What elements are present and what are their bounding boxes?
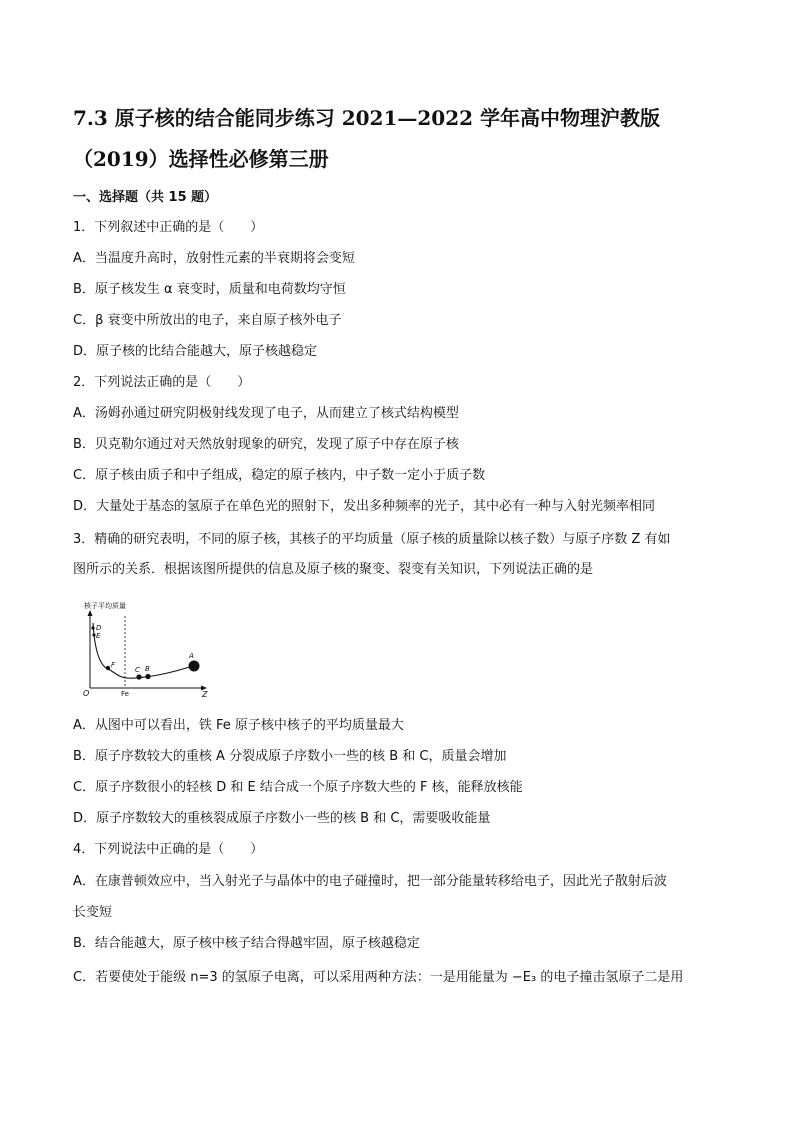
q1-option-b: B．原子核发生 α 衰变时，质量和电荷数均守恒 <box>73 282 346 297</box>
figure-label-d: D <box>96 624 102 632</box>
figure-label-c: C <box>135 666 140 674</box>
figure-label-a: A <box>189 652 194 660</box>
document-title-line-1: 7.3 原子核的结合能同步练习 2021—2022 学年高中物理沪教版 <box>73 106 661 130</box>
q1-stem: 1．下列叙述中正确的是（ ） <box>73 220 264 235</box>
q3-option-a: A．从图中可以看出，铁 Fe 原子核中核子的平均质量最大 <box>73 718 404 733</box>
figure-fe-label: Fe <box>121 690 129 698</box>
q3-option-d: D．原子序数较大的重核裂成原子序数小一些的核 B 和 C，需要吸收能量 <box>73 811 491 826</box>
q2-option-b: B．贝克勒尔通过对天然放射现象的研究，发现了原子中存在原子核 <box>73 437 459 452</box>
q3-option-c: C．原子序数很小的轻核 D 和 E 结合成一个原子序数大些的 F 核，能释放核能 <box>73 780 523 795</box>
q2-option-d: D．大量处于基态的氢原子在单色光的照射下，发出多种频率的光子，其中必有一种与入射光频率相同 <box>73 499 656 514</box>
figure-origin-label: O <box>83 689 90 698</box>
figure-point-d <box>91 626 94 629</box>
q1-option-d: D．原子核的比结合能越大，原子核越稳定 <box>73 344 318 359</box>
binding-figure <box>80 598 215 698</box>
section-heading: 一、选择题（共 15 题） <box>73 190 218 205</box>
q2-option-a: A．汤姆孙通过研究阴极射线发现了电子，从而建立了核式结构模型 <box>73 406 459 421</box>
q3-stem-line-1: 3．精确的研究表明，不同的原子核，其核子的平均质量（原子核的质量除以核子数）与原子序数 Z 有如 <box>73 532 671 547</box>
q4-stem: 4．下列说法中正确的是（ ） <box>73 842 264 857</box>
figure-y-arrow <box>88 610 93 616</box>
q2-stem: 2．下列说法正确的是（ ） <box>73 375 251 390</box>
document-title-line-2: （2019）选择性必修第三册 <box>73 147 329 171</box>
q4-option-a-line-1: A．在康普顿效应中，当入射光子与晶体中的电子碰撞时，把一部分能量转移给电子，因此光子散射后波 <box>73 874 667 889</box>
figure-point-c <box>136 674 141 679</box>
q4-option-b: B．结合能越大，原子核中核子结合得越牢固，原子核越稳定 <box>73 936 420 951</box>
figure-point-b <box>145 674 150 679</box>
figure-label-b: B <box>145 665 150 673</box>
q1-option-a: A．当温度升高时，放射性元素的半衰期将会变短 <box>73 251 355 266</box>
q4-option-c: C．若要使处于能级 n=3 的氢原子电离，可以采用两种方法：一是用能量为 −E₃ 的电子撞击氢原子二是用 <box>73 970 684 985</box>
figure-point-a <box>189 661 200 672</box>
q3-option-b: B．原子序数较大的重核 A 分裂成原子序数小一些的核 B 和 C，质量会增加 <box>73 749 507 764</box>
q3-stem-line-2: 图所示的关系．根据该图所提供的信息及原子核的聚变、裂变有关知识，下列说法正确的是 <box>73 562 594 577</box>
q1-option-c: C．β 衰变中所放出的电子，来自原子核外电子 <box>73 313 342 328</box>
figure-label-e: E <box>96 632 101 640</box>
figure-point-f <box>106 666 110 670</box>
figure-x-label: Z <box>202 690 208 698</box>
figure-label-f: F <box>111 661 116 669</box>
q2-option-c: C．原子核由质子和中子组成，稳定的原子核内，中子数一定小于质子数 <box>73 468 486 483</box>
q4-option-a-line-2: 长变短 <box>73 905 113 920</box>
figure-y-label: 核子平均质量 <box>84 602 126 610</box>
